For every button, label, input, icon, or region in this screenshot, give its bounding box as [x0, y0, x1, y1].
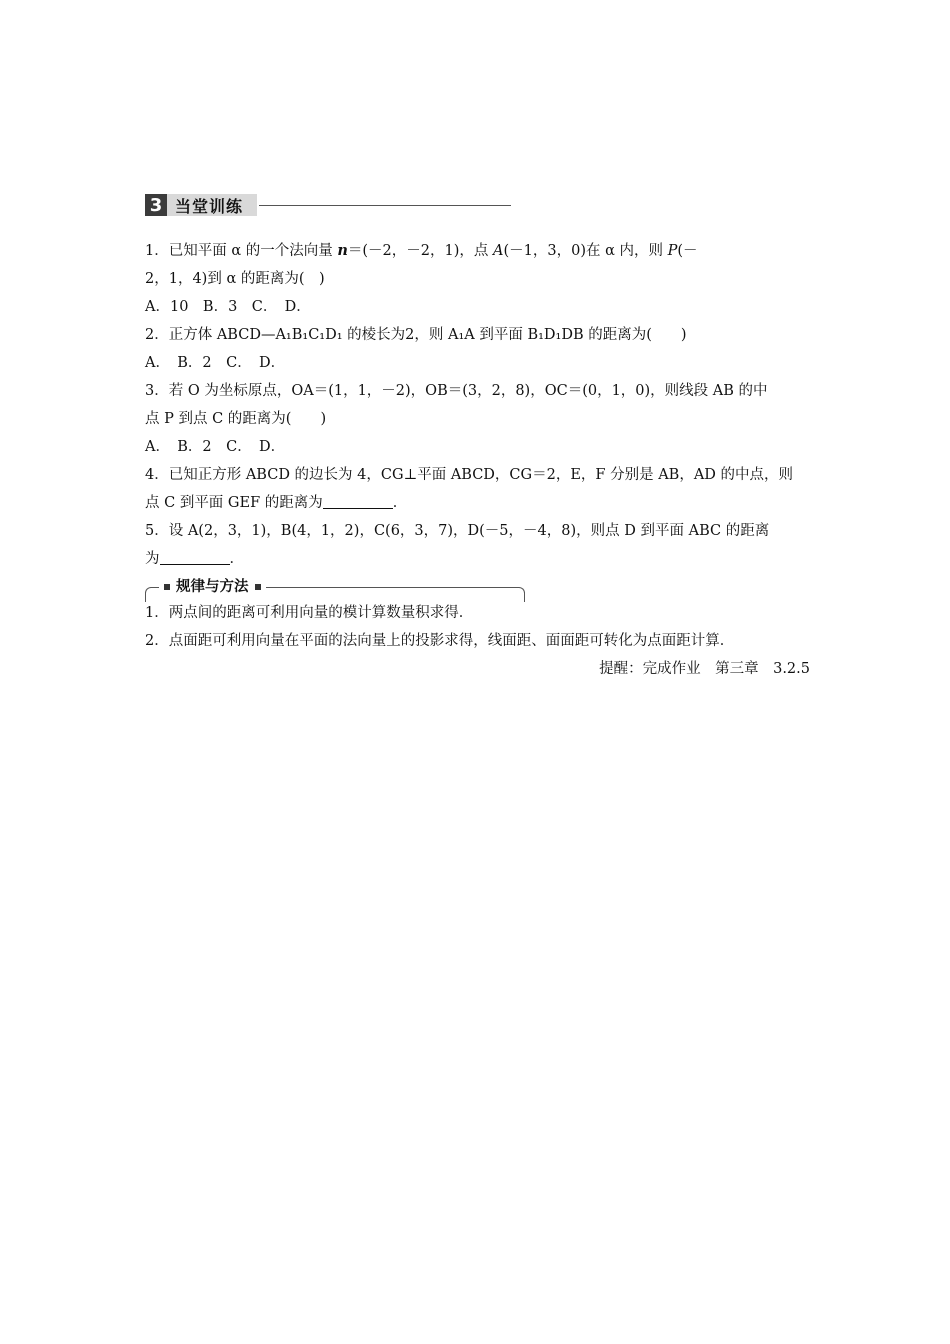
problem-2-options: A． B．2 C． D．	[145, 355, 286, 371]
problem-3-line-2: 点 P 到点 C 的距离为( )	[145, 411, 327, 427]
problem-1-line-2: 2，1，4)到 α 的距离为( )	[145, 271, 325, 287]
problem-4-line-2: 点 C 到平面 GEF 的距离为 ．	[145, 489, 810, 517]
problem-2: 2．正方体 ABCD—A₁B₁C₁D₁ 的棱长为2，则 A₁A 到平面 B₁D₁DB 的距离为( )	[145, 327, 687, 343]
square-bullet-icon	[255, 584, 261, 590]
method-box-header	[145, 577, 525, 599]
document-page	[145, 190, 810, 683]
method-item-1: 1．两点间的距离可利用向量的模计算数量积求得．	[145, 605, 474, 621]
method-item-2: 2．点面距可利用向量在平面的法向量上的投影求得，线面距、面面距可转化为点面距计算．	[145, 633, 735, 649]
answer-blank	[160, 548, 230, 565]
problem-1-line-1: 1．已知平面 α 的一个法向量 n＝(－2，－2，1)，点 A(－1，3，0)在 α 内，则 P(－	[145, 242, 698, 259]
problem-4-line-1: 4．已知正方形 ABCD 的边长为 4，CG⊥平面 ABCD，CG＝2，E，F 分别是 AB，AD 的中点，则	[145, 467, 794, 483]
reminder-footer: 提醒：完成作业 第三章 3.2.5	[599, 661, 810, 677]
section-header	[145, 190, 810, 220]
section-title: 当堂训练	[167, 194, 257, 216]
problem-5-line-1: 5．设 A(2，3，1)，B(4，1，2)，C(6，3，7)，D(－5，－4，8)，则点 D 到平面 ABC 的距离	[145, 523, 770, 539]
answer-blank	[323, 492, 393, 509]
method-title: 规律与方法	[159, 577, 266, 597]
problem-1-options: A．10 B．3 C． D．	[145, 299, 311, 315]
section-rule	[259, 205, 511, 206]
problem-5-line-2: 为 ．	[145, 545, 810, 573]
problem-3-options: A． B．2 C． D．	[145, 439, 286, 455]
problem-list	[145, 237, 810, 573]
square-bullet-icon	[164, 584, 170, 590]
section-number: 3	[145, 194, 167, 216]
problem-3-line-1: 3．若 O 为坐标原点，OA＝(1，1，－2)，OB＝(3，2，8)，OC＝(0，1，0)，则线段 AB 的中	[145, 383, 768, 399]
